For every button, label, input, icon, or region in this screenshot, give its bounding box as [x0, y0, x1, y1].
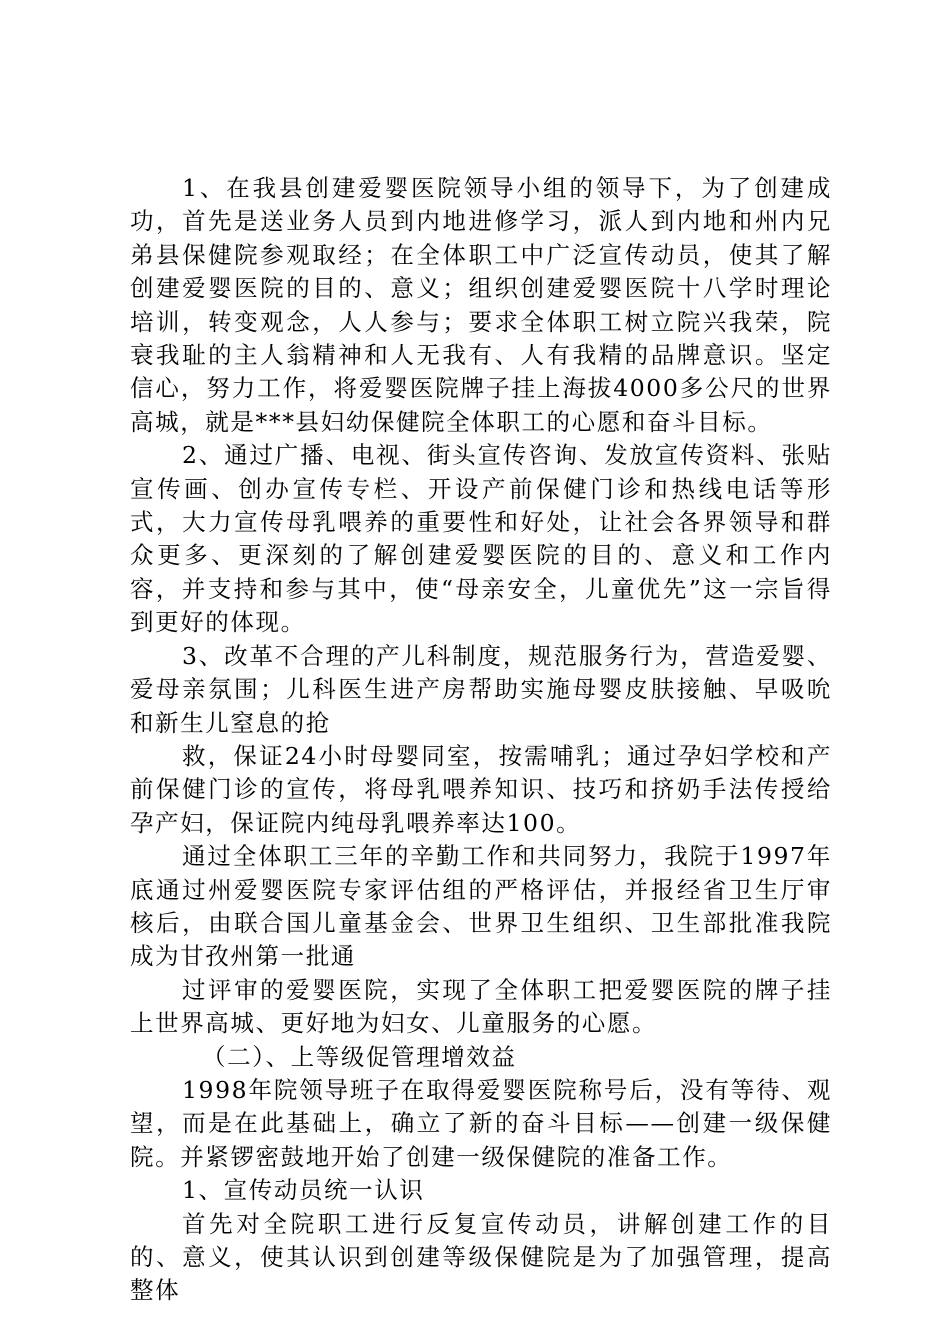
paragraph-8: 1998年院领导班子在取得爱婴医院称号后，没有等待、观望，而是在此基础上，确立了新的奋斗目标——创建一级保健院。并紧锣密鼓地开始了创建一级保健院的准备工作。: [130, 1075, 832, 1171]
paragraph-5: 通过全体职工三年的辛勤工作和共同努力，我院于1997年底通过州爱婴医院专家评估组的严格评估，并报经省卫生厅审核后，由联合国儿童基金会、世界卫生组织、卫生部批准我院成为甘孜州第一批通: [130, 842, 832, 971]
paragraph-2: 2、通过广播、电视、街头宣传咨询、发放宣传资料、张贴宣传画、创办宣传专栏、开设产前保健门诊和热线电话等形式，大力宣传母乳喂养的重要性和好处，让社会各界领导和群众更多、更深刻的了解创建爱婴医院的目的、意义和工作内容，并支持和参与其中，使“母亲安全，儿童优先”这一宗旨得到更好的体现。: [130, 441, 832, 637]
paragraph-4: 救，保证24小时母婴同室，按需哺乳；通过孕妇学校和产前保健门诊的宣传，将母乳喂养知识、技巧和挤奶手法传授给孕产妇，保证院内纯母乳喂养率达100。: [130, 741, 832, 837]
paragraph-3: 3、改革不合理的产儿科制度，规范服务行为，营造爱婴、爱母亲氛围；儿科医生进产房帮助实施母婴皮肤接触、早吸吮和新生儿窒息的抢: [130, 641, 832, 737]
paragraph-10: 首先对全院职工进行反复宣传动员，讲解创建工作的目的、意义，使其认识到创建等级保健院是为了加强管理，提高整体: [130, 1209, 832, 1305]
document-body: [130, 172, 832, 1308]
subheading-1: 1、宣传动员统一认识: [182, 1176, 425, 1205]
section-heading: （二）、上等级促管理增效益: [202, 1042, 517, 1071]
paragraph-1: 1、在我县创建爱婴医院领导小组的领导下，为了创建成功，首先是送业务人员到内地进修学习，派人到内地和州内兄弟县保健院参观取经；在全体职工中广泛宣传动员，使其了解创建爱婴医院的目的、意义；组织创建爱婴医院十八学时理论培训，转变观念，人人参与；要求全体职工树立院兴我荣，院衰我耻的主人翁精神和人无我有、人有我精的品牌意识。坚定信心，努力工作，将爱婴医院牌子挂上海拔4000多公尺的世界高城，就是***县妇幼保健院全体职工的心愿和奋斗目标。: [130, 174, 832, 436]
paragraph-6: 过评审的爱婴医院，实现了全体职工把爱婴医院的牌子挂上世界高城、更好地为妇女、儿童服务的心愿。: [130, 975, 832, 1038]
